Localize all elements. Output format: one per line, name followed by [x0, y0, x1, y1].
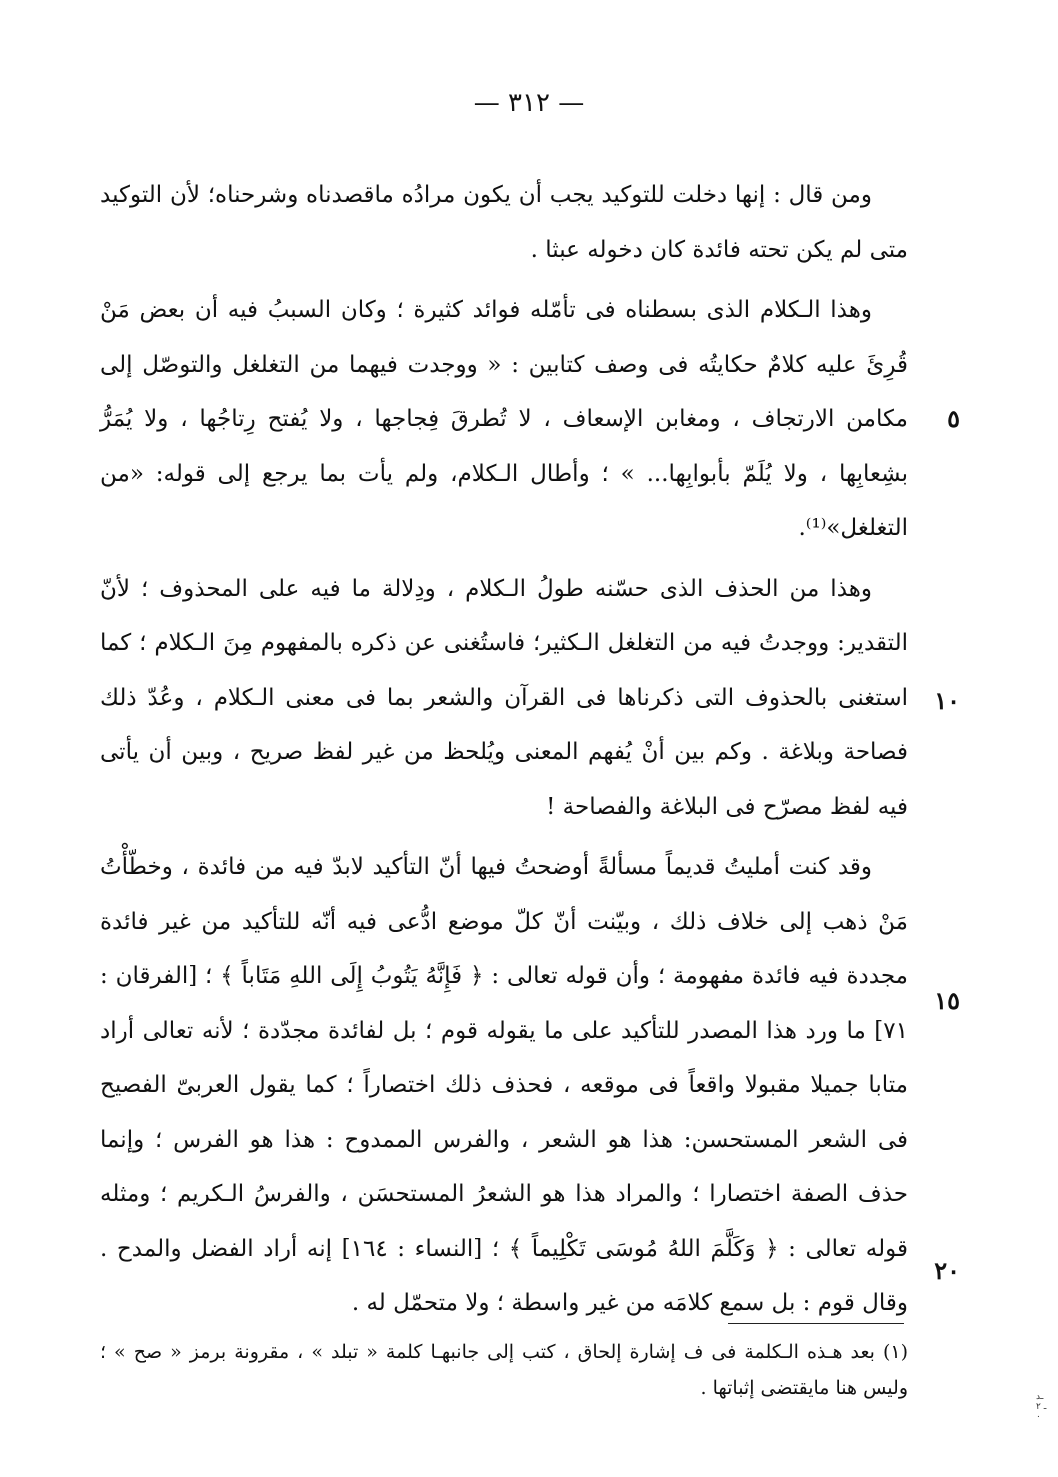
footnote-separator — [728, 1323, 904, 1324]
paragraph: وهذا الـكلام الذى بسطناه فى تأمّله فوائد كثيرة ؛ وكان السببُ فيه أن بعض مَنْ قُرِئَ عليه كلامٌ حكايتُه فى وصف كتابين : « ووجدت فيهما من التغلغل والتوصّل إلى مكامن الارتجاف ، ومغابن الإسعاف ، لا تُطرقَ فِجاجها ، ولا يُفتح رِتاجُها ، ولا يُمَرُّ بشِعابِها ، ولا يُلَمّ بأبوابِها... » ؛ وأطال الـكلام، ولم يأت بما يرجع إلى قوله: «من التغلغل»⁽¹⁾. — [100, 297, 908, 541]
line-number: ١٠ — [934, 686, 960, 715]
paragraph: ومن قال : إنها دخلت للتوكيد يجب أن يكون مرادُه ماقصدناه وشرحناه؛ لأن التوكيد متى لم يكن تحته فائدة كان دخوله عبثا . — [100, 182, 908, 263]
line-number: ٢٠ — [934, 1256, 960, 1285]
paragraph: وقد كنت أمليتُ قديماً مسألةً أوضحتُ فيها أنّ التأكيد لابدّ فيه من فائدة ، وخطّأْتُ مَنْ ذهب إلى خلاف ذلك ، وبيّنت أنّ كلّ موضع ادُّعى فيه أنّه للتأكيد من غير فائدة مجددة فيه فائدة مفهومة ؛ وأن قوله تعالى : ﴿ فَإِنَّهُ يَتُوبُ إِلَى اللهِ مَتَاباً ﴾ ؛ [الفرقان : ٧١] ما ورد هذا المصدر للتأكيد على ما يقوله قوم ؛ بل لفائدة مجدّدة ؛ لأنه تعالى أراد متابا جميلا مقبولا واقعاً فى موقعه ، فحذف ذلك اختصاراً ؛ كما يقول العربىّ الفصيح فى الشعر المستحسن: هذا هو الشعر ، والفرس الممدوح : هذا هو الفرس ؛ وإنما حذف الصفة اختصارا ؛ والمراد هذا هو الشعرُ المستحسَن ، والفرسُ الـكريم ؛ ومثله قوله تعالى : ﴿ وَكَلَّمَ اللهُ مُوسَى تَكْلِيماً ﴾ ؛ [النساء : ١٦٤] إنه أراد الفضل والمدح . وقال قوم : بل سمع كلامَه من غير واسطة ؛ ولا متحمّل له . — [100, 854, 908, 1316]
footnote: (١) بعد هـذه الـكلمة فى ف إشارة إلحاق ، كتب إلى جانبهـا كلمة « تبلد » ، مقرونة برمز « صح » ؛ وليس هنا مايقتضى إثباتها . — [100, 1341, 908, 1399]
line-number: ٥ — [947, 404, 960, 433]
paragraph: وهذا من الحذف الذى حسّنه طولُ الـكلام ، ودِلالة ما فيه على المحذوف ؛ لأنّ التقدير: ووجدتُ فيه من التغلغل الـكثير؛ فاستُغنى عن ذكره بالمفهوم مِنَ الـكلام ؛ كما استغنى بالحذوف التى ذكرناها فى القرآن والشعر بما فى معنى الـكلام ، وعُدّ ذلك فصاحة وبلاغة . وكم بين أنْ يُفهم المعنى ويُلحظ من غير لفظ صريح ، وبين أن يأتى فيه لفظ مصرّح فى البلاغة والفصاحة ! — [100, 575, 908, 820]
line-number: ١٥ — [934, 986, 960, 1015]
page-number: — ٣١٢ — — [473, 88, 585, 118]
main-text — [100, 168, 908, 1337]
line-number-margin — [900, 0, 960, 1477]
margin-mark: ـد ـ ٢٠ — [1036, 1392, 1047, 1422]
footnotes — [100, 1334, 908, 1406]
